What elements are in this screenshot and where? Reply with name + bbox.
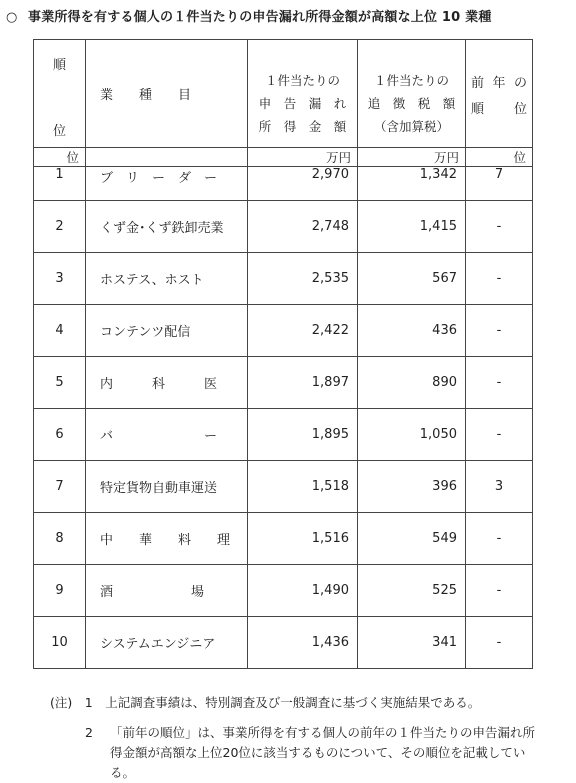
ranking-table: [33, 39, 533, 669]
cell-tax: 1,050: [358, 409, 466, 461]
cell-industry: ブ リ ー ダ ー: [86, 167, 248, 201]
table-row: [34, 305, 533, 357]
cell-tax: 341: [358, 617, 466, 669]
cell-amount: 1,436: [248, 617, 358, 669]
cell-rank: 3: [34, 253, 86, 305]
bullet-icon: ○: [6, 10, 18, 25]
table-row: [34, 167, 533, 201]
unit-tax: 万円: [358, 148, 466, 167]
table-row: [34, 253, 533, 305]
header-tax: １件当たりの 追 徴 税 額 （含加算税）: [358, 40, 466, 148]
cell-industry: 内 科 医: [86, 357, 248, 409]
cell-amount: 2,748: [248, 201, 358, 253]
cell-tax: 1,342: [358, 167, 466, 201]
cell-previous-rank: 3: [466, 461, 533, 513]
cell-amount: 1,516: [248, 513, 358, 565]
table-row: [34, 201, 533, 253]
cell-previous-rank: -: [466, 201, 533, 253]
cell-industry: 中 華 料 理: [86, 513, 248, 565]
page-title: [6, 6, 492, 25]
cell-previous-rank: -: [466, 305, 533, 357]
cell-amount: 1,897: [248, 357, 358, 409]
cell-rank: 8: [34, 513, 86, 565]
table-row: [34, 357, 533, 409]
title-text: 事業所得を有する個人の１件当たりの申告漏れ所得金額が高額な上位 10 業種: [28, 10, 492, 25]
cell-previous-rank: -: [466, 253, 533, 305]
table-row: [34, 617, 533, 669]
cell-rank: 2: [34, 201, 86, 253]
table-header-row: [34, 40, 533, 148]
table-row: [34, 513, 533, 565]
cell-amount: 2,535: [248, 253, 358, 305]
cell-tax: 1,415: [358, 201, 466, 253]
table-row: [34, 409, 533, 461]
cell-tax: 436: [358, 305, 466, 357]
table-row: [34, 461, 533, 513]
cell-previous-rank: -: [466, 357, 533, 409]
footnote-2: 2 「前年の順位」は、事業所得を有する個人の前年の１件当たりの申告漏れ所得金額が高額な上位20位に該当するものについて、その順位を記載している。: [85, 725, 536, 780]
cell-industry: システムエンジニア: [86, 617, 248, 669]
cell-previous-rank: 7: [466, 167, 533, 201]
cell-rank: 9: [34, 565, 86, 617]
header-rank: 順 位: [34, 40, 86, 148]
unit-type: [86, 148, 248, 167]
footnote-1: (注) 1 上記調査事績は、特別調査及び一般調査に基づく実施結果である。: [50, 695, 481, 710]
cell-tax: 890: [358, 357, 466, 409]
cell-amount: 1,895: [248, 409, 358, 461]
header-type: 業 種 目: [86, 40, 248, 148]
cell-tax: 567: [358, 253, 466, 305]
cell-previous-rank: -: [466, 409, 533, 461]
units-row: [34, 148, 533, 167]
cell-rank: 6: [34, 409, 86, 461]
cell-industry: 特定貨物自動車運送: [86, 461, 248, 513]
cell-previous-rank: -: [466, 513, 533, 565]
cell-rank: 7: [34, 461, 86, 513]
cell-rank: 5: [34, 357, 86, 409]
unit-rank: 位: [34, 148, 86, 167]
cell-tax: 396: [358, 461, 466, 513]
unit-prev: 位: [466, 148, 533, 167]
cell-previous-rank: -: [466, 565, 533, 617]
cell-rank: 4: [34, 305, 86, 357]
cell-rank: 1: [34, 167, 86, 201]
cell-industry: 酒 場: [86, 565, 248, 617]
cell-previous-rank: -: [466, 617, 533, 669]
cell-rank: 10: [34, 617, 86, 669]
header-previous-rank: 前 年 の 順 位: [466, 40, 533, 148]
cell-amount: 2,970: [248, 167, 358, 201]
cell-industry: バ ー: [86, 409, 248, 461]
cell-industry: ホステス、ホスト: [86, 253, 248, 305]
unit-amount: 万円: [248, 148, 358, 167]
cell-tax: 525: [358, 565, 466, 617]
cell-tax: 549: [358, 513, 466, 565]
cell-industry: くず金･くず鉄卸売業: [86, 201, 248, 253]
header-amount: １件当たりの 申 告 漏 れ 所 得 金 額: [248, 40, 358, 148]
cell-amount: 1,490: [248, 565, 358, 617]
cell-amount: 1,518: [248, 461, 358, 513]
cell-industry: コンテンツ配信: [86, 305, 248, 357]
table-row: [34, 565, 533, 617]
cell-amount: 2,422: [248, 305, 358, 357]
